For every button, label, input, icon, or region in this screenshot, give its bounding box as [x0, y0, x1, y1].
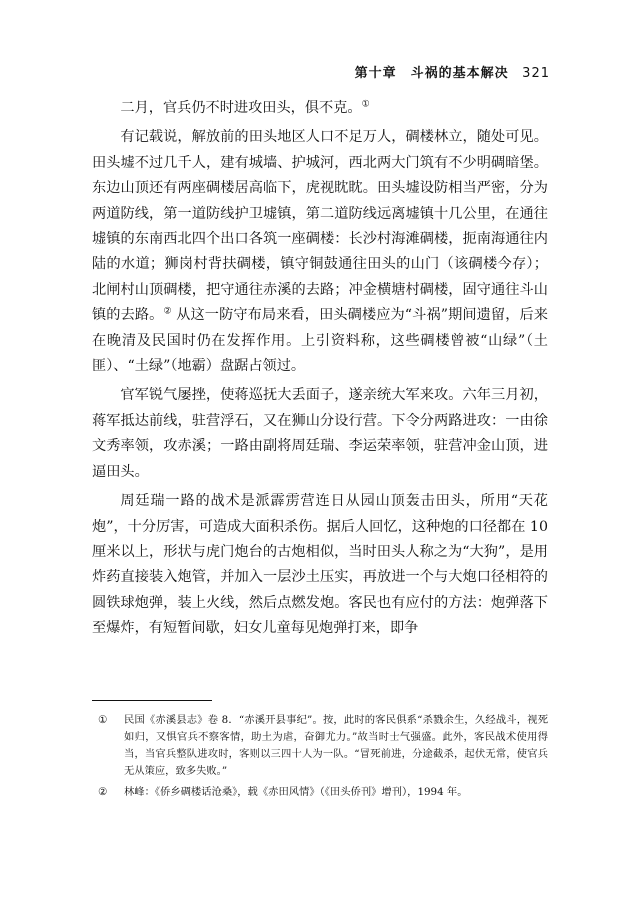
paragraph	[92, 383, 548, 485]
footnote-text: 林峰：《侨乡碉楼话沧桑》，载《赤田风情》（《田头侨刊》增刊），1994 年。	[124, 786, 468, 798]
chapter-title: 第十章 斗祸的基本解决	[354, 66, 509, 81]
footnote-mark: ②	[98, 786, 108, 798]
paragraph	[92, 489, 548, 641]
footnote	[92, 712, 548, 780]
paragraph-text: 有记载说，解放前的田头地区人口不足万人，碉楼林立，随处可见。田头墟不过几千人，建有城墙、护城河，西北两大门筑有不少明碉暗堡。东边山顶还有两座碉楼居高临下，虎视眈眈。田头墟设防相当严密，分为两道防线，第一道防线护卫墟镇，第二道防线远离墟镇十几公里，在通往墟镇的东南西北四个出口各筑一座碉楼：长沙村海滩碉楼，扼南海通往内陆的水道；狮岗村背扶碉楼，镇守铜鼓通往田头的山门（该碉楼今存）；北闸村山顶碉楼，把守通往赤溪的去路；冲金横塘村碉楼，固守通往斗山镇的去路。	[92, 129, 548, 324]
paragraph-text: 周廷瑞一路的战术是派霹雳营连日从园山顶轰击田头，所用“天花炮”，十分厉害，可造成大面积杀伤。据后人回忆，这种炮的口径都在 10 厘米以上，形状与虎门炮台的古炮相似，当时田头人称之为“大狗”，是用炸药直接装入炮管，并加入一层沙土压实，再放进一个与大炮口径相符的圆铁球炮弹，装上火线，然后点燃发炮。客民也有应付的方法：炮弹落下至爆炸，有短暂间歇，妇女儿童每见炮弹打来，即争	[92, 493, 548, 637]
body-text	[92, 96, 548, 646]
footnote-mark: ①	[98, 714, 108, 726]
footnote-ref: ②	[163, 306, 172, 317]
footnote-ref: ①	[361, 99, 370, 110]
paragraph-text-tail: 从这一防守布局来看，田头碉楼应为“斗祸”期间遗留，后来在晚清及民国时仍在发挥作用。上引资料称，这些碉楼曾被“山绿”（土匪）、“土绿”（地霸）盘踞占领过。	[92, 307, 548, 375]
paragraph-text: 官军锐气屡挫，使蒋巡抚大丢面子，遂亲统大军来攻。六年三月初，蒋军抵达前线，驻营浮石，又在狮山分设行营。下令分两路进攻：一由徐文秀率领，攻赤溪；一路由副将周廷瑞、李运荣率领，驻营冲金山顶，进逼田头。	[92, 387, 548, 480]
paragraph	[92, 96, 548, 121]
footnotes	[92, 712, 548, 805]
footnote	[92, 784, 548, 801]
running-header	[90, 62, 550, 81]
footnote-divider	[92, 700, 212, 701]
footnote-text: 民国《赤溪县志》卷 8．“赤溪开县事纪”。按，此时的客民俱系“杀戮余生，久经战斗，视死如归，又惧官兵不察客情，助土为虐，奋御尤力。”故当时士气强盛。此外，客民战术使用得当，当官兵整队进攻时，客则以三四十人为一队。“冒死前进，分途截杀，起伏无常，使官兵无从策应，致多失败。”	[124, 714, 548, 777]
paragraph-text: 二月，官兵仍不时进攻田头，俱不克。	[120, 100, 362, 116]
paragraph	[92, 125, 548, 379]
page-number: 321	[522, 66, 550, 81]
